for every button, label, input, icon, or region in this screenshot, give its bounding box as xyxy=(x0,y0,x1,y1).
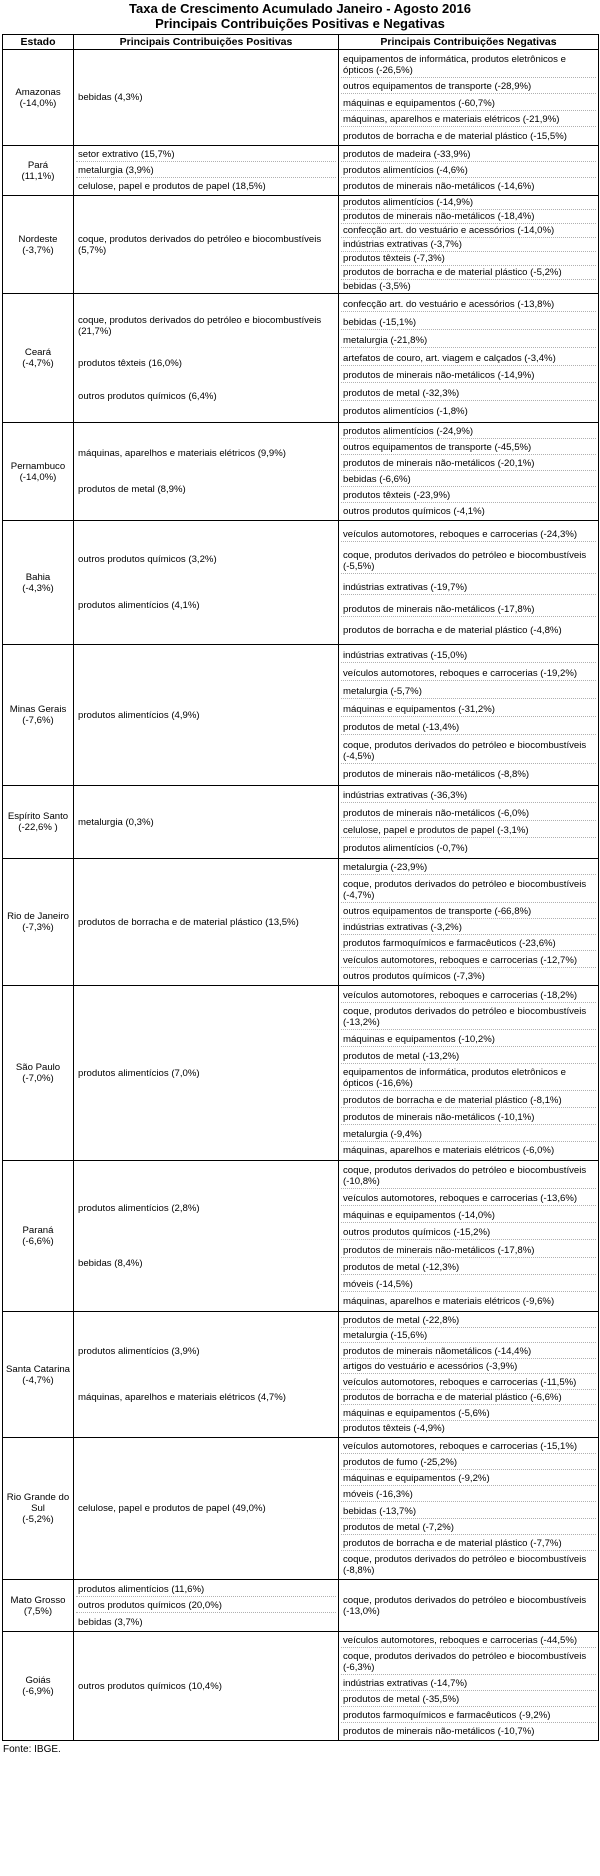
table-row xyxy=(3,294,599,423)
negative-item: outros produtos químicos (-15,2%) xyxy=(341,1226,596,1240)
negative-cell xyxy=(339,1312,599,1438)
state-cell xyxy=(3,423,74,521)
negative-item: produtos alimentícios (-0,7%) xyxy=(343,842,468,854)
state-cell xyxy=(3,294,74,423)
state-name: Pernambuco xyxy=(10,460,66,472)
positive-item: celulose, papel e produtos de papel (18,5%) xyxy=(78,181,266,192)
positive-item: outros produtos químicos (20,0%) xyxy=(76,1599,336,1613)
state-name: Rio de Janeiro xyxy=(7,911,69,922)
negative-item: produtos de metal (-7,2%) xyxy=(341,1521,596,1535)
state-cell xyxy=(3,1161,74,1312)
negative-item: indústrias extrativas (-15,0%) xyxy=(341,649,596,663)
negative-item: artefatos de couro, art. viagem e calçados (-3,4%) xyxy=(341,352,596,366)
negative-item: máquinas e equipamentos (-31,2%) xyxy=(341,703,596,717)
header-positive: Principais Contribuições Positivas xyxy=(74,35,339,50)
positive-cell xyxy=(74,859,339,986)
positive-cell xyxy=(74,1161,339,1312)
negative-item: máquinas e equipamentos (-14,0%) xyxy=(341,1209,596,1223)
negative-item: coque, produtos derivados do petróleo e biocombustíveis (-8,8%) xyxy=(343,1553,587,1576)
negative-item: produtos de minerais não-metálicos (-18,4%) xyxy=(341,210,596,224)
positive-cell xyxy=(74,1632,339,1741)
negative-item: produtos farmoquímicos e farmacêuticos (-9,2%) xyxy=(341,1709,596,1723)
header-state: Estado xyxy=(3,35,74,50)
negative-item: produtos de borracha e de material plástico (-15,5%) xyxy=(343,130,567,142)
table-row xyxy=(3,645,599,786)
negative-item: metalurgia (-21,8%) xyxy=(341,334,596,348)
negative-item: artigos do vestuário e acessórios (-3,9%) xyxy=(341,1360,596,1374)
negative-item: confecção art. do vestuário e acessórios (-13,8%) xyxy=(341,298,596,312)
positive-item: máquinas, aparelhos e materiais elétricos (9,9%) xyxy=(78,447,286,459)
negative-item: produtos alimentícios (-1,8%) xyxy=(343,406,468,418)
negative-item: indústrias extrativas (-3,7%) xyxy=(341,238,596,252)
negative-item: veículos automotores, reboques e carrocerias (-15,1%) xyxy=(341,1440,596,1454)
negative-cell xyxy=(339,294,599,423)
negative-item: equipamentos de informática, produtos eletrônicos e ópticos (-16,6%) xyxy=(341,1066,596,1091)
table-row xyxy=(3,786,599,859)
negative-item: produtos de minerais não-metálicos (-17,8%) xyxy=(341,1244,596,1258)
table-row xyxy=(3,1312,599,1438)
state-cell xyxy=(3,786,74,859)
state-name: Goiás xyxy=(25,1675,51,1686)
negative-item: produtos de borracha e de material plástico (-5,2%) xyxy=(341,266,596,280)
negative-cell xyxy=(339,146,599,196)
state-rate: (11,1%) xyxy=(21,170,55,182)
negative-item: produtos de minerais nãometálicos (-14,4%) xyxy=(341,1345,596,1359)
negative-item: produtos de borracha e de material plástico (-4,8%) xyxy=(343,624,562,636)
state-rate: (-7,3%) xyxy=(22,922,54,933)
state-rate: (-4,3%) xyxy=(22,582,54,594)
state-name: Nordeste xyxy=(18,233,58,245)
negative-item: máquinas e equipamentos (-10,2%) xyxy=(341,1033,596,1047)
negative-item: coque, produtos derivados do petróleo e biocombustíveis (-4,5%) xyxy=(341,739,596,764)
state-rate: (-14,0%) xyxy=(19,97,57,109)
negative-item: produtos têxteis (-23,9%) xyxy=(341,489,596,503)
positive-item: bebidas (3,7%) xyxy=(78,1616,143,1628)
state-rate: (-4,7%) xyxy=(22,358,54,369)
positive-item: produtos alimentícios (2,8%) xyxy=(78,1203,200,1215)
positive-item: produtos alimentícios (4,1%) xyxy=(78,599,200,611)
report-subtitle: Principais Contribuições Positivas e Negativas xyxy=(155,16,445,31)
negative-item: bebidas (-15,1%) xyxy=(341,316,596,330)
negative-item: coque, produtos derivados do petróleo e biocombustíveis (-4,7%) xyxy=(341,878,596,903)
positive-cell xyxy=(74,50,339,146)
positive-cell xyxy=(74,1580,339,1632)
state-rate: (-3,7%) xyxy=(22,244,54,256)
state-cell xyxy=(3,645,74,786)
state-name: Espírito Santo xyxy=(7,811,69,822)
positive-item: produtos alimentícios (11,6%) xyxy=(76,1583,336,1597)
negative-item: produtos alimentícios (-24,9%) xyxy=(341,425,596,439)
negative-cell xyxy=(339,1632,599,1741)
negative-item: máquinas e equipamentos (-9,2%) xyxy=(341,1472,596,1486)
positive-cell xyxy=(74,786,339,859)
negative-item: produtos de borracha e de material plástico (-8,1%) xyxy=(341,1094,596,1108)
positive-cell xyxy=(74,1312,339,1438)
negative-item: veículos automotores, reboques e carrocerias (-44,5%) xyxy=(341,1634,596,1648)
source-note: Fonte: IBGE. xyxy=(3,1744,61,1755)
negative-item: máquinas, aparelhos e materiais elétricos (-9,6%) xyxy=(343,1295,555,1307)
table-row xyxy=(3,423,599,521)
negative-item: metalurgia (-15,6%) xyxy=(341,1329,596,1343)
negative-item: móveis (-14,5%) xyxy=(341,1278,596,1292)
negative-item: veículos automotores, reboques e carrocerias (-19,2%) xyxy=(341,667,596,681)
negative-item: coque, produtos derivados do petróleo e biocombustíveis (-5,5%) xyxy=(341,549,596,574)
positive-cell xyxy=(74,146,339,196)
negative-item: metalurgia (-5,7%) xyxy=(341,685,596,699)
negative-item: produtos de minerais não-metálicos (-10,1%) xyxy=(341,1111,596,1125)
table-row xyxy=(3,1161,599,1312)
negative-cell xyxy=(339,859,599,986)
negative-item: confecção art. do vestuário e acessórios (-14,0%) xyxy=(341,224,596,238)
positive-item: setor extrativo (15,7%) xyxy=(76,148,336,162)
negative-item: veículos automotores, reboques e carrocerias (-13,6%) xyxy=(341,1192,596,1206)
negative-item: outros equipamentos de transporte (-66,8%) xyxy=(341,905,596,919)
state-rate: (7,5%) xyxy=(23,1605,53,1617)
state-name: Minas Gerais xyxy=(9,704,67,715)
negative-item: produtos de minerais não-metálicos (-10,7%) xyxy=(343,1726,535,1737)
table-body xyxy=(3,50,599,1741)
negative-item: produtos de minerais não-metálicos (-6,0%) xyxy=(341,807,596,821)
negative-item: bebidas (-13,7%) xyxy=(341,1505,596,1519)
negative-item: celulose, papel e produtos de papel (-3,1%) xyxy=(341,824,596,838)
negative-item: produtos de metal (-12,3%) xyxy=(341,1261,596,1275)
state-cell xyxy=(3,50,74,146)
negative-item: indústrias extrativas (-19,7%) xyxy=(341,581,596,595)
negative-item: máquinas e equipamentos (-60,7%) xyxy=(341,97,596,111)
positive-item: produtos têxteis (16,0%) xyxy=(78,358,182,369)
state-rate: (-6,6%) xyxy=(22,1236,54,1247)
state-rate: (-6,9%) xyxy=(22,1686,54,1697)
negative-item: produtos de minerais não-metálicos (-17,8%) xyxy=(341,603,596,617)
table-row xyxy=(3,521,599,645)
negative-item: produtos de metal (-22,8%) xyxy=(341,1314,596,1328)
positive-cell xyxy=(74,423,339,521)
negative-item: produtos de minerais não-metálicos (-14,9%) xyxy=(341,369,596,383)
state-rate: (-4,7%) xyxy=(22,1374,54,1386)
state-name: Pará xyxy=(27,159,49,171)
negative-item: produtos de metal (-13,4%) xyxy=(341,721,596,735)
positive-item: metalurgia (0,3%) xyxy=(78,816,154,828)
table-row xyxy=(3,986,599,1161)
negative-cell xyxy=(339,196,599,294)
positive-item: outros produtos químicos (3,2%) xyxy=(78,554,217,566)
positive-item: metalurgia (3,9%) xyxy=(76,164,336,178)
state-cell xyxy=(3,196,74,294)
positive-item: produtos de metal (8,9%) xyxy=(78,484,186,496)
state-name: Rio Grande do Sul xyxy=(6,1492,70,1514)
negative-cell xyxy=(339,1438,599,1580)
negative-item: produtos de minerais não-metálicos (-8,8%) xyxy=(343,769,530,780)
state-rate: (-7,0%) xyxy=(22,1073,54,1084)
negative-item: produtos de minerais não-metálicos (-20,1%) xyxy=(341,457,596,471)
negative-item: produtos alimentícios (-14,9%) xyxy=(341,196,596,210)
negative-item: bebidas (-6,6%) xyxy=(341,473,596,487)
state-name: Amazonas xyxy=(15,86,61,98)
state-rate: (-22,6% ) xyxy=(18,822,58,833)
negative-item: produtos de minerais não-metálicos (-14,6%) xyxy=(343,181,535,192)
negative-item: produtos têxteis (-7,3%) xyxy=(341,252,596,266)
state-cell xyxy=(3,1632,74,1741)
negative-cell xyxy=(339,786,599,859)
negative-item: metalurgia (-23,9%) xyxy=(341,861,596,875)
negative-item: veículos automotores, reboques e carrocerias (-18,2%) xyxy=(341,989,596,1003)
negative-item: produtos têxteis (-4,9%) xyxy=(343,1423,445,1435)
negative-item: bebidas (-3,5%) xyxy=(343,281,411,292)
negative-item: coque, produtos derivados do petróleo e biocombustíveis (-13,2%) xyxy=(341,1005,596,1030)
state-name: Santa Catarina xyxy=(6,1363,70,1375)
negative-item: produtos farmoquímicos e farmacêuticos (-23,6%) xyxy=(341,937,596,951)
negative-item: indústrias extrativas (-36,3%) xyxy=(341,789,596,803)
state-name: São Paulo xyxy=(15,1062,61,1073)
negative-cell xyxy=(339,1580,599,1632)
negative-item: veículos automotores, reboques e carrocerias (-12,7%) xyxy=(341,954,596,968)
table-row xyxy=(3,1632,599,1741)
table-row xyxy=(3,1438,599,1580)
negative-item: máquinas, aparelhos e materiais elétricos (-21,9%) xyxy=(341,113,596,127)
state-name: Mato Grosso xyxy=(10,1594,66,1606)
table-row xyxy=(3,146,599,196)
positive-cell xyxy=(74,1438,339,1580)
state-cell xyxy=(3,521,74,645)
positive-cell xyxy=(74,986,339,1161)
table-header-row xyxy=(3,35,599,50)
negative-item: coque, produtos derivados do petróleo e biocombustíveis (-13,0%) xyxy=(343,1594,587,1617)
positive-item: outros produtos químicos (10,4%) xyxy=(78,1680,222,1692)
positive-item: produtos alimentícios (3,9%) xyxy=(78,1346,200,1357)
positive-item: bebidas (4,3%) xyxy=(78,92,143,103)
negative-item: produtos alimentícios (-4,6%) xyxy=(341,164,596,178)
state-rate: (-7,6%) xyxy=(22,715,54,726)
positive-item: coque, produtos derivados do petróleo e biocombustíveis (5,7%) xyxy=(78,233,322,256)
state-name: Ceará xyxy=(24,347,52,358)
state-rate: (-5,2%) xyxy=(22,1514,54,1525)
negative-item: produtos de metal (-13,2%) xyxy=(341,1050,596,1064)
negative-cell xyxy=(339,986,599,1161)
negative-item: produtos de madeira (-33,9%) xyxy=(341,148,596,162)
negative-item: indústrias extrativas (-14,7%) xyxy=(341,1677,596,1691)
report-title: Taxa de Crescimento Acumulado Janeiro - Agosto 2016 xyxy=(129,1,471,16)
negative-item: máquinas e equipamentos (-5,6%) xyxy=(341,1407,596,1421)
state-cell xyxy=(3,1312,74,1438)
negative-item: outros produtos químicos (-7,3%) xyxy=(343,970,485,982)
positive-cell xyxy=(74,645,339,786)
positive-item: coque, produtos derivados do petróleo e biocombustíveis (21,7%) xyxy=(78,314,322,337)
positive-item: máquinas, aparelhos e materiais elétricos (4,7%) xyxy=(78,1392,286,1403)
contributions-table xyxy=(2,34,599,1741)
negative-item: outros produtos químicos (-4,1%) xyxy=(343,506,485,517)
negative-item: veículos automotores, reboques e carrocerias (-11,5%) xyxy=(341,1376,596,1390)
negative-item: metalurgia (-9,4%) xyxy=(341,1128,596,1142)
negative-item: produtos de fumo (-25,2%) xyxy=(341,1456,596,1470)
positive-item: outros produtos químicos (6,4%) xyxy=(78,390,217,402)
state-rate: (-14,0%) xyxy=(19,471,57,483)
negative-item: coque, produtos derivados do petróleo e biocombustíveis (-10,8%) xyxy=(341,1164,596,1189)
negative-item: outros equipamentos de transporte (-28,9%) xyxy=(341,80,596,94)
table-row xyxy=(3,859,599,986)
positive-item: produtos de borracha e de material plástico (13,5%) xyxy=(78,916,299,928)
state-cell xyxy=(3,859,74,986)
positive-item: celulose, papel e produtos de papel (49,0%) xyxy=(78,1503,266,1514)
negative-cell xyxy=(339,50,599,146)
negative-item: indústrias extrativas (-3,2%) xyxy=(341,921,596,935)
negative-cell xyxy=(339,423,599,521)
state-cell xyxy=(3,146,74,196)
negative-item: produtos de borracha e de material plástico (-7,7%) xyxy=(341,1537,596,1551)
negative-item: outros equipamentos de transporte (-45,5%) xyxy=(341,441,596,455)
negative-item: máquinas, aparelhos e materiais elétricos (-6,0%) xyxy=(343,1145,555,1157)
positive-item: bebidas (8,4%) xyxy=(78,1257,143,1269)
negative-item: produtos de metal (-35,5%) xyxy=(341,1693,596,1707)
negative-item: equipamentos de informática, produtos eletrônicos e ópticos (-26,5%) xyxy=(341,53,596,78)
positive-cell xyxy=(74,521,339,645)
state-name: Paraná xyxy=(22,1225,54,1236)
positive-cell xyxy=(74,196,339,294)
positive-item: produtos alimentícios (7,0%) xyxy=(78,1067,200,1079)
negative-cell xyxy=(339,645,599,786)
negative-cell xyxy=(339,1161,599,1312)
report-title-block xyxy=(0,0,600,31)
table-row xyxy=(3,196,599,294)
negative-item: veículos automotores, reboques e carrocerias (-24,3%) xyxy=(341,528,596,542)
header-negative: Principais Contribuições Negativas xyxy=(339,35,599,50)
table-row xyxy=(3,1580,599,1632)
state-name: Bahia xyxy=(25,571,51,583)
state-cell xyxy=(3,986,74,1161)
positive-cell xyxy=(74,294,339,423)
state-cell xyxy=(3,1580,74,1632)
negative-item: coque, produtos derivados do petróleo e biocombustíveis (-6,3%) xyxy=(341,1650,596,1675)
negative-item: produtos de borracha e de material plástico (-6,6%) xyxy=(341,1391,596,1405)
table-row xyxy=(3,50,599,146)
positive-item: produtos alimentícios (4,9%) xyxy=(78,709,200,721)
negative-cell xyxy=(339,521,599,645)
negative-item: móveis (-16,3%) xyxy=(341,1488,596,1502)
state-cell xyxy=(3,1438,74,1580)
negative-item: produtos de metal (-32,3%) xyxy=(341,387,596,401)
